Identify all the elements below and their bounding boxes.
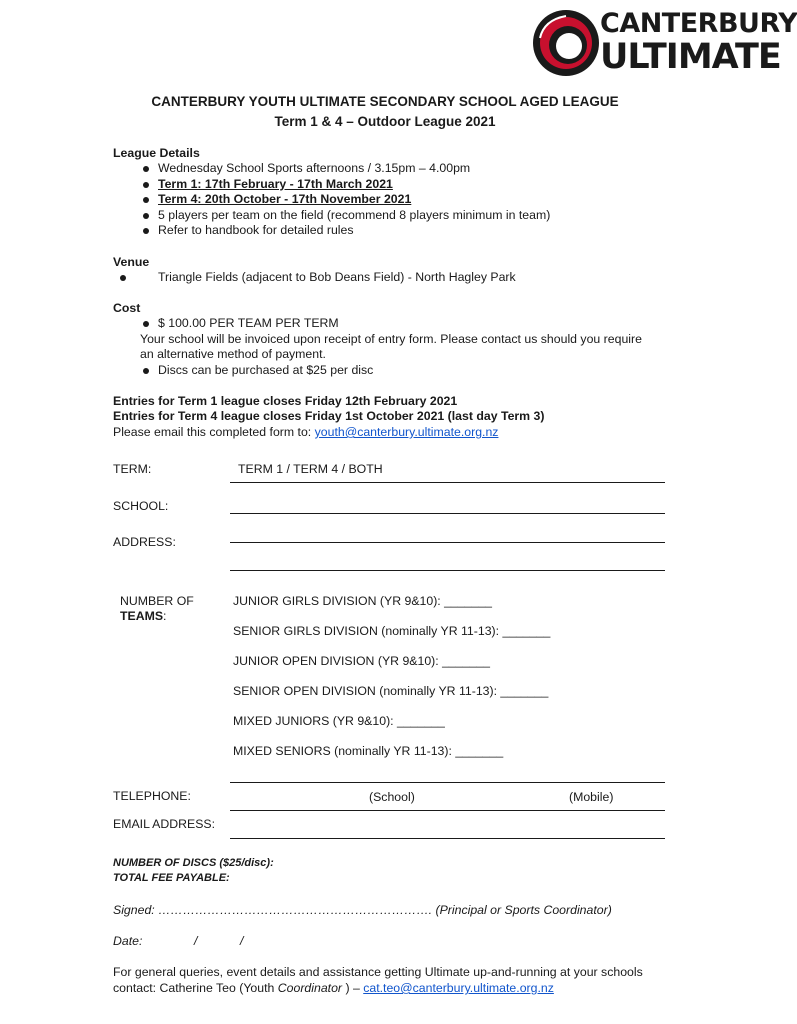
- bullet: [143, 197, 149, 203]
- bullet: [143, 182, 149, 188]
- page-title: CANTERBURY YOUTH ULTIMATE SECONDARY SCHOOL AGED LEAGUE: [151, 94, 619, 109]
- league-item: Wednesday School Sports afternoons / 3.15pm – 4.00pm: [158, 161, 471, 175]
- queries-text: For general queries, event details and assistance getting Ultimate up-and-running at your schools: [113, 965, 643, 979]
- league-item: Refer to handbook for detailed rules: [158, 223, 354, 237]
- page-subtitle: Term 1 & 4 – Outdoor League 2021: [274, 114, 496, 129]
- youth-email-link[interactable]: youth@canterbury.ultimate.org.nz: [314, 425, 499, 439]
- mobile-phone-label: (Mobile): [569, 790, 614, 804]
- division-senior-open[interactable]: SENIOR OPEN DIVISION (nominally YR 11-13): _______: [233, 684, 549, 698]
- cost-item: Discs can be purchased at $25 per disc: [158, 363, 374, 377]
- queries-contact: contact: Catherine Teo (Youth Coordinator ) – cat.teo@canterbury.ultimate.org.nz: [113, 981, 554, 995]
- telephone-top-line: [230, 782, 665, 783]
- cost-note: Your school will be invoiced upon receipt of entry form. Please contact us should you require: [140, 332, 642, 346]
- telephone-label: TELEPHONE:: [113, 789, 191, 803]
- signed-line[interactable]: Signed: …………………………………………………………. (Principal or Sports Coordinator): [113, 903, 612, 917]
- division-senior-girls[interactable]: SENIOR GIRLS DIVISION (nominally YR 11-13): _______: [233, 624, 551, 638]
- date-separator: /: [240, 934, 244, 948]
- division-junior-girls[interactable]: JUNIOR GIRLS DIVISION (YR 9&10): _______: [233, 594, 493, 608]
- entries-term4: Entries for Term 4 league closes Friday 1st October 2021 (last day Term 3): [113, 409, 545, 423]
- entries-email-prefix: Please email this completed form to:: [113, 425, 315, 439]
- bullet: [143, 321, 149, 327]
- term-field-line[interactable]: [230, 482, 665, 483]
- school-phone-label: (School): [369, 790, 415, 804]
- division-mixed-juniors[interactable]: MIXED JUNIORS (YR 9&10): _______: [233, 714, 445, 728]
- bullet: [143, 368, 149, 374]
- total-fee-label: TOTAL FEE PAYABLE:: [113, 872, 230, 884]
- email-field-line[interactable]: [230, 838, 665, 839]
- bullet: [143, 213, 149, 219]
- league-item: 5 players per team on the field (recommend 8 players minimum in team): [158, 208, 551, 222]
- venue-item: Triangle Fields (adjacent to Bob Deans Field) - North Hagley Park: [158, 270, 516, 284]
- logo-text-canterbury: CANTERBURY: [600, 8, 797, 39]
- telephone-field-line[interactable]: [230, 810, 665, 811]
- bullet: [120, 275, 126, 281]
- discs-label: NUMBER OF DISCS ($25/disc):: [113, 857, 274, 869]
- logo-text-ultimate: ULTIMATE: [600, 37, 781, 77]
- teams-label-2: TEAMS:: [120, 609, 167, 623]
- division-mixed-seniors[interactable]: MIXED SENIORS (nominally YR 11-13): _______: [233, 744, 504, 758]
- entries-email-line: [113, 425, 498, 439]
- address-field-line-2[interactable]: [230, 570, 665, 571]
- league-item-term1: Term 1: 17th February - 17th March 2021: [158, 177, 393, 191]
- term-value: TERM 1 / TERM 4 / BOTH: [238, 462, 383, 476]
- cost-item: $ 100.00 PER TEAM PER TERM: [158, 316, 339, 330]
- date-separator: /: [194, 934, 198, 948]
- bullet: [143, 228, 149, 234]
- teams-label-1: NUMBER OF: [120, 594, 194, 608]
- venue-heading: Venue: [113, 255, 150, 269]
- division-junior-open[interactable]: JUNIOR OPEN DIVISION (YR 9&10): _______: [233, 654, 490, 668]
- school-field-line[interactable]: [230, 513, 665, 514]
- cost-heading: Cost: [113, 301, 141, 315]
- disc-logo-icon: [532, 8, 598, 78]
- bullet: [143, 166, 149, 172]
- cost-note: an alternative method of payment.: [140, 347, 326, 361]
- canterbury-ultimate-logo: [532, 8, 797, 78]
- entries-term1: Entries for Term 1 league closes Friday 12th February 2021: [113, 394, 458, 408]
- email-label: EMAIL ADDRESS:: [113, 817, 216, 831]
- address-field-line[interactable]: [230, 542, 665, 543]
- date-label: Date:: [113, 934, 143, 948]
- address-label: ADDRESS:: [113, 535, 176, 549]
- school-label: SCHOOL:: [113, 499, 169, 513]
- league-heading: League Details: [113, 146, 200, 160]
- coordinator-email-link[interactable]: cat.teo@canterbury.ultimate.org.nz: [363, 981, 554, 995]
- league-item-term4: Term 4: 20th October - 17th November 2021: [158, 192, 412, 206]
- term-label: TERM:: [113, 462, 152, 476]
